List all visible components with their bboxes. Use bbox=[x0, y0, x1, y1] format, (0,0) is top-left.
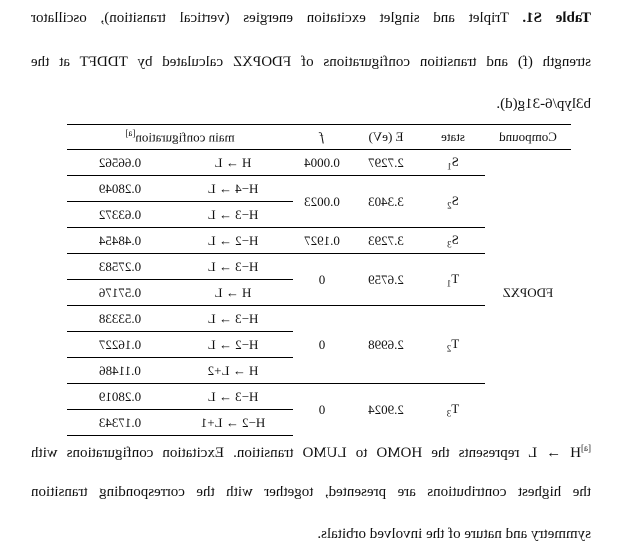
header-f: f bbox=[293, 125, 351, 150]
oscillator-strength-cell: 0.0004 bbox=[304, 154, 340, 170]
oscillator-strength-cell: 0.0023 bbox=[293, 176, 351, 228]
transition-cell: H−3 → L bbox=[173, 306, 293, 332]
energy-cell: 3.3403 bbox=[351, 176, 421, 228]
table-body bbox=[67, 150, 571, 436]
weight-cell: 0.57176 bbox=[67, 280, 173, 306]
weight-cell: 0.16227 bbox=[67, 332, 173, 358]
transition-cell: H−2 → L bbox=[173, 228, 293, 254]
transition-cell: H−2 → L+1 bbox=[173, 410, 293, 436]
footnote-text-1: H → L represents the HOMO to LUMO transition. Excitation configurations with bbox=[31, 445, 581, 461]
header-state: state bbox=[421, 125, 485, 150]
energy-cell: 2.6998 bbox=[351, 306, 421, 384]
caption-line-3: b3lyp/6-31g(d). bbox=[496, 96, 591, 112]
weight-cell: 0.48454 bbox=[67, 228, 173, 254]
footnote-line-1 bbox=[31, 438, 591, 463]
state-cell: $T_2$ bbox=[421, 306, 485, 384]
table-label: Table S1. bbox=[522, 10, 591, 26]
transition-cell: H → L bbox=[173, 280, 293, 306]
transition-cell: H−3 → L bbox=[173, 254, 293, 280]
weight-cell: 0.28049 bbox=[67, 176, 173, 202]
header-energy: E (eV) bbox=[351, 125, 421, 150]
state-cell: $S_3$ bbox=[421, 228, 485, 254]
state-cell: $T_1$ bbox=[421, 254, 485, 306]
transition-cell: H → L+2 bbox=[173, 358, 293, 384]
state-cell: $T_3$ bbox=[421, 384, 485, 436]
header-config: main configuration[a] bbox=[67, 125, 293, 150]
footnote-marker: [a] bbox=[581, 443, 591, 453]
oscillator-strength-cell: 0.1927 bbox=[293, 228, 351, 254]
weight-cell: 0.27583 bbox=[67, 254, 173, 280]
transition-cell: H−4 → L bbox=[173, 176, 293, 202]
state-cell: $S_1$ bbox=[447, 153, 459, 172]
weight-cell: 0.63372 bbox=[67, 202, 173, 228]
transition-cell: H−3 → L bbox=[173, 384, 293, 410]
caption-line-2: strength (f) and transition configurations of FDOPXZ calculated by TDDFT at the bbox=[31, 54, 591, 70]
table-header-row bbox=[67, 125, 571, 150]
weight-cell: 0.53338 bbox=[67, 306, 173, 332]
footnote-line-3: symmetry and nature of the involved orbitals. bbox=[317, 526, 591, 542]
compound-cell: FDOPXZ bbox=[502, 284, 554, 300]
transition-cell: H−2 → L bbox=[173, 332, 293, 358]
weight-cell: 0.28019 bbox=[67, 384, 173, 410]
footnote-line-2: the highest contributions are presented, together with the corresponding transition bbox=[31, 484, 591, 500]
oscillator-strength-cell: 0 bbox=[293, 384, 351, 436]
energy-cell: 3.7293 bbox=[351, 228, 421, 254]
caption-text-1: Triplet and singlet excitation energies (vertical transition), oscillator bbox=[30, 10, 509, 26]
weight-cell: 0.17343 bbox=[67, 410, 173, 436]
weight-cell: 0.66562 bbox=[98, 154, 142, 170]
energy-cell: 2.9024 bbox=[351, 384, 421, 436]
transition-cell: H → L bbox=[214, 154, 252, 170]
caption-line-1 bbox=[31, 8, 591, 28]
weight-cell: 0.11486 bbox=[67, 358, 173, 384]
energy-cell: 2.6759 bbox=[351, 254, 421, 306]
oscillator-strength-cell: 0 bbox=[293, 254, 351, 306]
state-cell: $S_2$ bbox=[421, 176, 485, 228]
excitation-table bbox=[67, 124, 571, 436]
oscillator-strength-cell: 0 bbox=[293, 306, 351, 384]
transition-cell: H−3 → L bbox=[173, 202, 293, 228]
energy-cell: 2.7297 bbox=[368, 154, 404, 170]
table-row bbox=[67, 150, 571, 176]
header-compound: Compound bbox=[485, 125, 571, 150]
